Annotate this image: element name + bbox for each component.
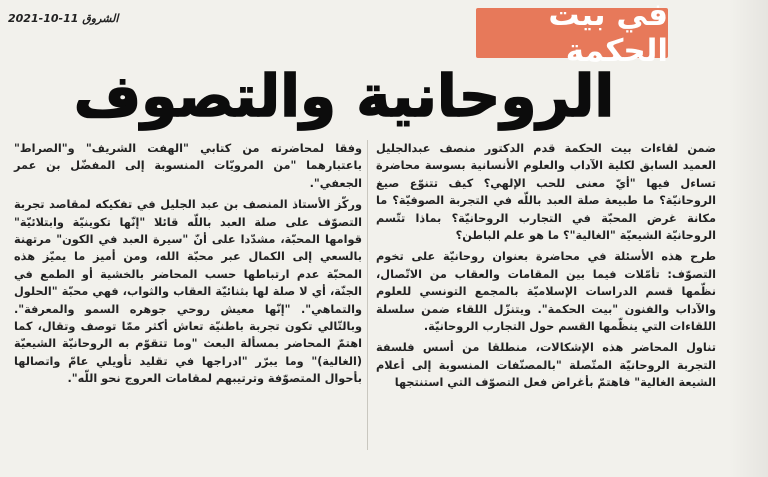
article-column-left xyxy=(14,140,362,392)
paragraph: وركّز الأستاذ المنصف بن عبد الجليل في تفكيكه لمقاصد تجربة التصوّف على صلة العبد باللّه قائلا "إنّها تكوينيّة وابتلائيّة" قوامها المحبّة، مشدّدا على أنّ "سيرة العبد في الكون" مرتهنة بالسعي إلى الكمال عبر محبّة الله، ومن أميز ما يميّز هذه المحبّة عدم ارتباطها حسب المحاضر بالخشية أو الطمع في الجنّة، أي لا صلة لها بثنائيّة العقاب والثواب، فهي محبّة "الحلول والتماهي". "إنّها معيش روحي جوهره السمو والمعرفة". وبالتّالي تكون تجربة باطنيّة تعاش أكثر ممّا توصف وتقال، كما اهتمّ المحاضر بمسألة البعث "وما تتقوّم به الروحانيّة الشيعيّة (الغالية)" وما يبرّر "ادراجها في تقليد تأويلي عامّ واتصالها بأحوال المتصوّفة وترتيبهم لمقامات العروج نحو اللّه". xyxy=(14,198,362,386)
article-headline xyxy=(18,56,670,136)
paragraph: طرح هذه الأسئلة في محاضرة بعنوان روحانيّة على تخوم التصوّف: تأمّلات فيما بين المقامات والعقاب من الاتّصال، نظّمها قسم الدراسات الإسلاميّة بالمجمع التونسي للعلوم والآداب والفنون "بيت الحكمة". ويتنزّل اللقاء ضمن سلسلة اللقاءات التي ينظّمها القسم حول التجارب الروحانيّة. xyxy=(376,250,716,334)
column-divider xyxy=(367,140,368,450)
paragraph: تناول المحاضر هذه الإشكالات، منطلقا من أسس فلسفة التجربة الروحانيّة المتّصلة "بالمصنّفات المنسوبة إلى أعلام الشيعة الغالية" فاهتمّ بأغراض فعل التصوّف التي استنتجها xyxy=(376,341,716,390)
section-kicker-text: في بيت الحكمة xyxy=(548,0,668,69)
section-kicker-banner xyxy=(476,0,668,69)
headline-text: الروحانية والتصوف xyxy=(73,62,615,130)
paragraph: وفقا لمحاضرته من كتابي "الهفت الشريف" و"الصراط" باعتبارهما "من المرويّات المنسوبة إلى المفضّل بن عمر الجعفي". xyxy=(14,142,362,190)
paragraph: ضمن لقاءات بيت الحكمة قدم الدكتور منصف عبدالجليل العميد السابق لكلية الآداب والعلوم الأنسانية بسوسة محاضرة تساءل فيها "أيّ معنى للحب الإلهي؟ كيف تتنوّع صيغ الروحانيّة؟ ما طبيعة صلة العبد باللّه في التجربة الصوفيّة؟ ما مكانة غرض المحبّة في التجارب الروحانيّة؟ بماذا تتّسم الروحانيّة الشيعيّة "الغالية"؟ ما هو علم الباطن؟ xyxy=(376,142,716,243)
article-column-right xyxy=(376,140,716,396)
scan-edge-shadow xyxy=(728,0,768,477)
dateline: الشروق 11-10-2021 xyxy=(8,12,119,25)
